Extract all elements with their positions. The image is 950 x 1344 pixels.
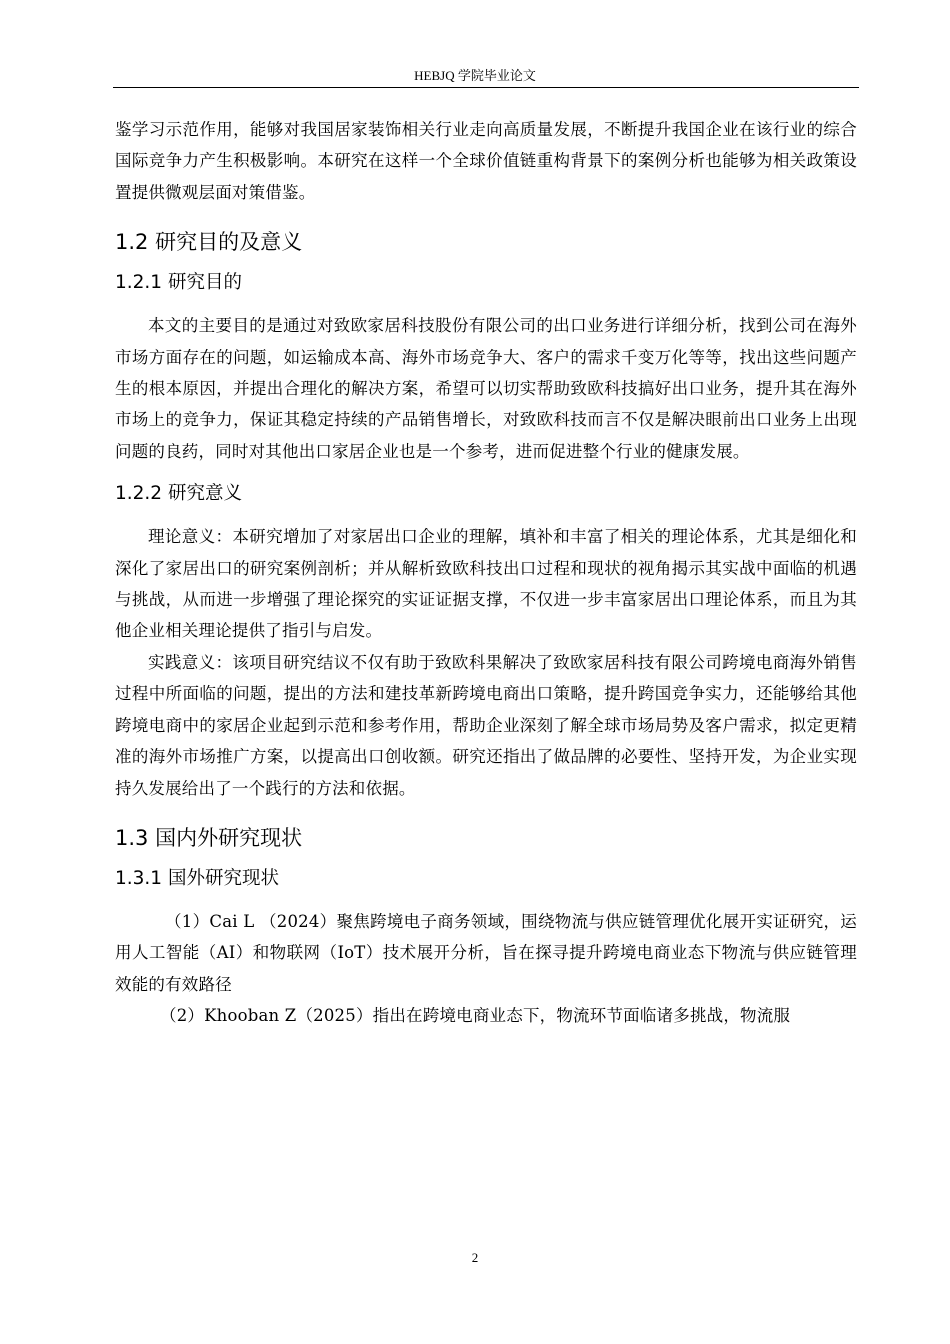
subsection-heading-1-2-2: 1.2.2 研究意义 (115, 483, 242, 505)
subsection-heading-1-3-1: 1.3.1 国外研究现状 (115, 867, 279, 889)
reference-item-cai: （1）Cai L （2024）聚焦跨境电子商务领域，围绕物流与供应链管理优化展开实证研究，运用人工智能（AI）和物联网（IoT）技术展开分析，旨在探寻提升跨境电商业态下物流与供应链管理效能的有效路径 (115, 911, 857, 994)
intro-continuation-paragraph: 鉴学习示范作用，能够对我国居家装饰相关行业走向高质量发展，不断提升我国企业在该行业的综合国际竞争力产生积极影响。本研究在这样一个全球价值链重构背景下的案例分析也能够为相关政策设置提供微观层面对策借鉴。 (115, 120, 857, 202)
subsection-heading-1-2-1: 1.2.1 研究目的 (115, 272, 242, 294)
reference-item-khooban: （2）Khooban Z（2025）指出在跨境电商业态下，物流环节面临诸多挑战，物流服 (160, 1006, 791, 1026)
running-header: HEBJQ 学院毕业论文 (414, 68, 536, 83)
practical-significance-paragraph: 实践意义：该项目研究结议不仅有助于致欧科果解决了致欧家居科技有限公司跨境电商海外销售过程中所面临的问题，提出的方法和建技革新跨境电商出口策略，提升跨国竞争实力，还能够给其他跨境电商中的家居企业起到示范和参考作用，帮助企业深刻了解全球市场局势及客户需求，拟定更精准的海外市场推广方案，以提高出口创收额。研究还指出了做品牌的必要性、坚持开发，为企业实现持久发展给出了一个践行的方法和依据。 (115, 652, 857, 798)
theoretical-significance-paragraph: 理论意义：本研究增加了对家居出口企业的理解，填补和丰富了相关的理论体系，尤其是细化和深化了家居出口的研究案例剖析；并从解析致欧科技出口过程和现状的视角揭示其实战中面临的机遇与挑战，从而进一步增强了理论探究的实证证据支撑，不仅进一步丰富家居出口理论体系，而且为其他企业相关理论提供了指引与启发。 (115, 527, 857, 641)
research-purpose-paragraph: 本文的主要目的是通过对致欧家居科技股份有限公司的出口业务进行详细分析，找到公司在海外市场方面存在的问题，如运输成本高、海外市场竞争大、客户的需求千变万化等等，找出这些问题产生的根本原因，并提出合理化的解决方案，希望可以切实帮助致欧科技搞好出口业务，提升其在海外市场上的竞争力，保证其稳定持续的产品销售增长，对致欧科技而言不仅是解决眼前出口业务上出现问题的良药，同时对其他出口家居企业也是一个参考，进而促进整个行业的健康发展。 (115, 316, 857, 461)
page-body (115, 114, 857, 1032)
header-rule (113, 87, 859, 88)
page-number: 2 (471, 1250, 479, 1265)
section-heading-1-3: 1.3 国内外研究现状 (115, 825, 303, 850)
section-heading-1-2: 1.2 研究目的及意义 (115, 230, 303, 255)
